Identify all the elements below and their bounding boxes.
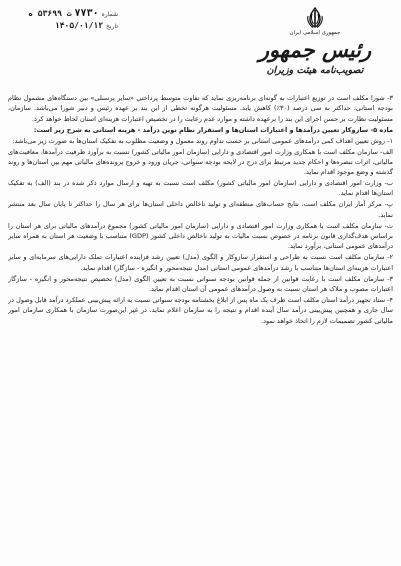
paragraph: ت- سازمان مکلف است با همکاری وزارت امور اقتصادی و دارایی (سازمان امور مالیاتی کشور) مجموع درآمدهای مالیاتی برای هر استان را براساس هدف‌گذاری قانون برنامه در خصوص نسبت مالیات به تولید ناخالص داخلی کشور (GDP) متناسب با وضعیت هر استان به همراه سایر درآمدهای عمومی استانی، برآورد نماید. [8,221,393,251]
paragraph: ۳- سازمان مکلف است با رعایت قوانین از جمله قوانین بودجه سنواتی نسبت به تعیین الگوی (مدل) تخصیص نتیجه‌محور و انگیزه - سازگار اعتبارات مصوب و ملاک هر استان نسبت به وصول درآمدهای عمومی آن استان اقدام نماید. [8,274,393,293]
paragraph: ب- وزارت امور اقتصادی و دارایی (سازمان امور مالیاتی کشور) مکلف است نسبت به تهیه و ارسال موارد ذکر شده در بند (الف) به تفکیک استان‌ها اقدام نماید. [8,179,393,198]
paragraph: پ- مرکز آمار ایران مکلف است، نتایج حساب‌های منطقه‌ای و تولید ناخالص داخلی استان‌ها برای هر سال را حداکثر تا پایان سال بعد منتشر نماید. [8,200,393,219]
paragraph: ۲- سازمان مکلف است نسبت به طراحی و استقرار سازوکار و الگوی (مدل) تعیین رشد فزاینده اعتبارات تملک دارایی‌های سرمایه‌ای و سایر اعتبارات هزینه‌ای استان‌ها متناسب با رشد درآمدهای عمومی استانی (مدل نتیجه‌محور و انگیزه - سازگار) اقدام نماید. [8,253,393,272]
number-row [6,8,118,20]
paragraph: الف- سازمان مکلف است با همکاری وزارت امور اقتصادی و دارایی (سازمان امور مالیاتی کشور) نسبت به برآورد ظرفیت درآمدها، معافیت‌های مالیاتی، اثرات تبصره‌ها و احکام جدید مرتبط برای درج در لایحه بودجه سنواتی، جریان ورود و خروج پرونده‌های مالیاتی مهم بین استان‌ها و روند گذشته و وضع موجود اقدام نماید. [8,147,393,177]
article-heading: ماده ۵- سازوکار تعیین درآمدها و اعتبارات استان‌ها و استقرار نظام نوین درآمد - هزینه استانی به شرح زیر است: [33,125,393,134]
number-value: ۷۷۳۰ [74,8,99,19]
number-suffix: ت ۵۳۶۹۹ ه [28,9,72,18]
date-row [6,20,118,32]
date-value: ۱۴۰۵/۰۱/۱۲ [54,21,104,30]
letter-meta [6,8,118,32]
republic-label: جمهوری اسلامی ایران [289,30,341,36]
iran-emblem-icon [303,6,327,30]
approval-title: تصویب‌نامه هیئت وزیران [266,65,364,76]
paragraph: ۳- شورا مکلف است در توزیع اعتبارات به گونه‌ای برنامه‌ریزی نماید که تفاوت متوسط پرداختی «سایر پرسنلی» بین دستگاه‌های مشمول نظام بودجه استانی، حداکثر به سی درصد (۳۰٪) کاهش یابد. مسئولیت هرگونه تخطی از این بند بر عهده رئیس و دبیر شورا می‌باشد. سازمان، مسئولیت نظارت بر حسن اجرای این بند را برعهده داشته و موارد عدم رعایت را در تخصیص اعتبارات هزینه‌ای استان لحاظ خواهد کرد. [8,94,393,123]
date-label: تاریخ [106,23,118,30]
decree-body [8,93,393,563]
paragraph: ۴- ستاد تجهیز درآمد استان مکلف است ظرف یک ماه پس از ابلاغ بخشنامه بودجه سنواتی نسبت به ارائه پیش‌بینی عملکرد درآمد قابل وصول در سال جاری و همچنین پیش‌بینی درآمد سال آینده اقدام و نتیجه را به سازمان اعلام نماید، در غیر این‌صورت سازمان با همکاری سازمان امور مالیاتی کشور تصمیمات لازم را اتخاذ خواهد نمود. [8,295,393,325]
paragraph: ۱- روش تعیین اهداف کمی درآمدهای عمومی استانی بر حسب تداوم روند معمول و وضعیت مطلوب به تفکیک استان‌ها به صورت زیر می‌باشد: [12,136,393,145]
number-label: شماره [101,11,118,18]
president-title: رئیس جمهور [258,37,372,62]
